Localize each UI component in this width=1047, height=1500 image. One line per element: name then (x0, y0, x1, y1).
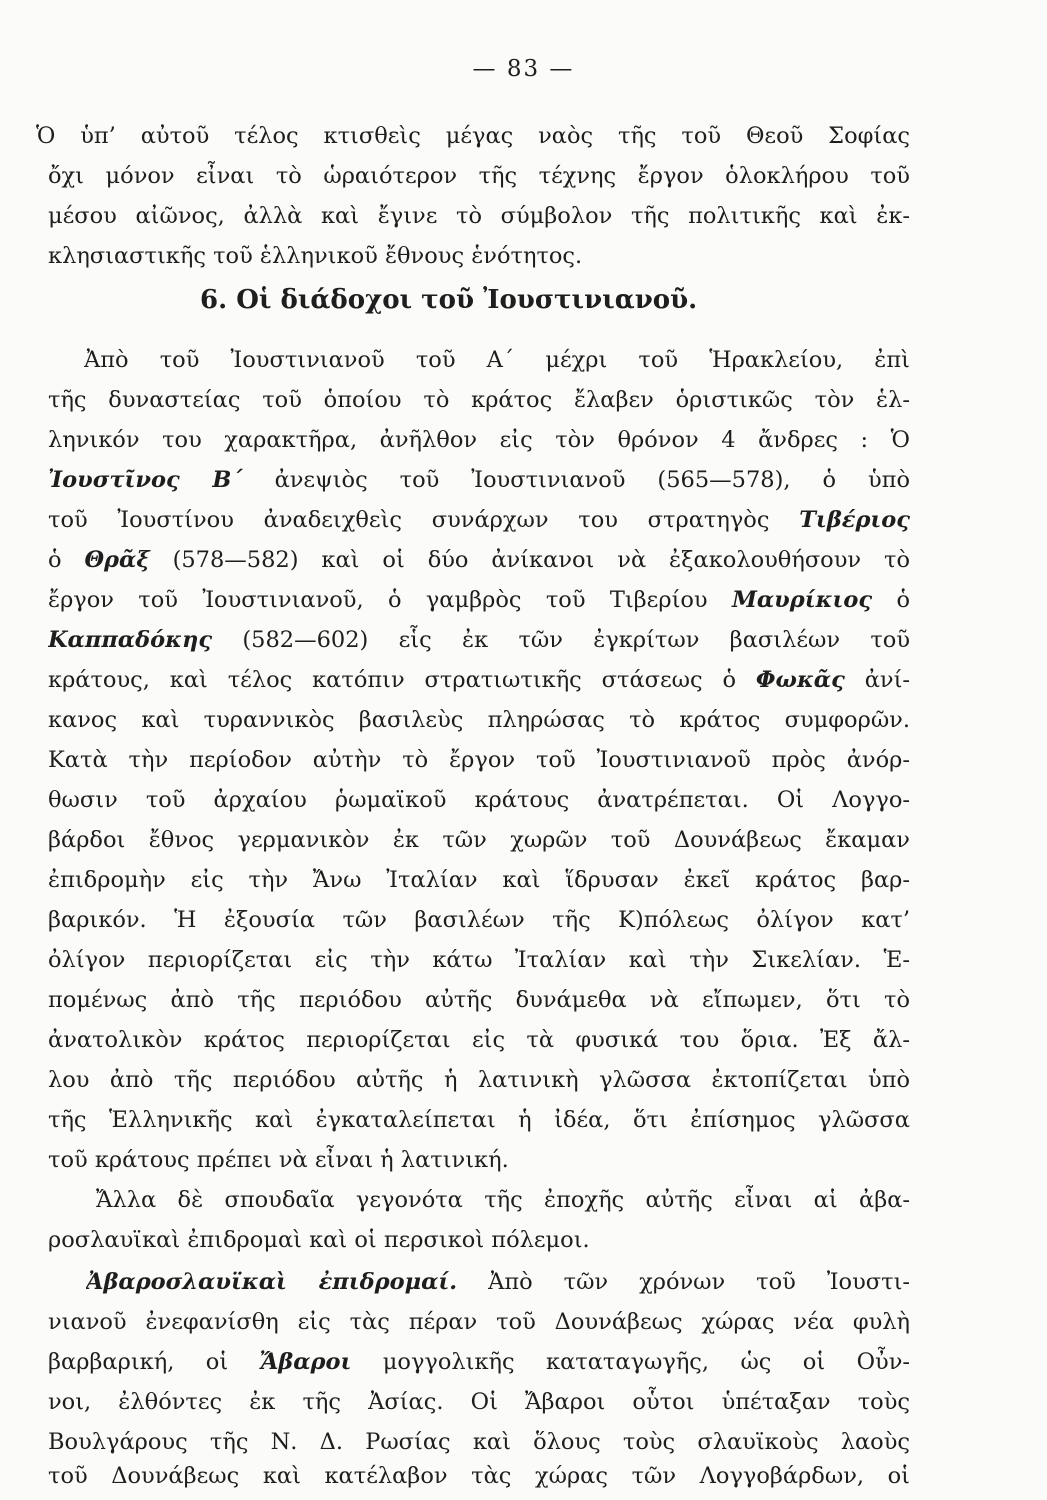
page-number: — 83 — (472, 56, 575, 82)
paragraph-4-line: νοι, ἐλθόντες ἐκ τῆς Ἀσίας. Οἱ Ἄβαροι οὗτοι ὑπέταξαν τοὺς (48, 1389, 910, 1415)
section-heading: 6. Οἱ διάδοχοι τοῦ Ἰουστινιανοῦ. (200, 285, 698, 315)
paragraph-2-line: τοῦ κράτους πρέπει νὰ εἶναι ἡ λατινική. (48, 1147, 509, 1173)
paragraph-2-line: θωσιν τοῦ ἀρχαίου ῥωμαϊκοῦ κράτους ἀνατρέπεται. Οἱ Λογγο- (48, 787, 910, 813)
paragraph-1-line: Ὁ ὑπ’ αὐτοῦ τέλος κτισθεὶς μέγας ναὸς τῆς τοῦ Θεοῦ Σοφίας (36, 123, 910, 149)
emphasized-name: Ἰουστῖνος Β΄ (48, 467, 243, 493)
paragraph-4-line: βαρβαρική, οἱ Ἄβαροι μογγολικῆς καταταγωγῆς, ὡς οἱ Οὖν- (48, 1349, 910, 1375)
paragraph-2-line: Καππαδόκης (582—602) εἷς ἐκ τῶν ἐγκρίτων βασιλέων τοῦ (48, 627, 910, 653)
paragraph-3-line: ροσλαυϊκαὶ ἐπιδρομαὶ καὶ οἱ περσικοὶ πόλεμοι. (48, 1227, 590, 1253)
paragraph-4-line: νιανοῦ ἐνεφανίσθη εἰς τὰς πέραν τοῦ Δουνάβεως χώρας νέα φυλὴ (48, 1309, 910, 1335)
paragraph-4-line: Βουλγάρους τῆς Ν. Δ. Ρωσίας καὶ ὅλους τοὺς σλαυϊκοὺς λαοὺς (48, 1429, 910, 1455)
paragraph-2-line: Ἀπὸ τοῦ Ἰουστινιανοῦ τοῦ Α΄ μέχρι τοῦ Ἡρακλείου, ἐπὶ (84, 347, 910, 373)
emphasized-name: Καππαδόκης (48, 627, 213, 653)
paragraph-2-line: πομένως ἀπὸ τῆς περιόδου αὐτῆς δυνάμεθα νὰ εἴπωμεν, ὅτι τὸ (48, 987, 910, 1013)
paragraph-2-line: κράτους, καὶ τέλος κατόπιν στρατιωτικῆς στάσεως ὁ Φωκᾶς ἀνί- (48, 667, 910, 693)
paragraph-2-line: Κατὰ τὴν περίοδον αὐτὴν τὸ ἔργον τοῦ Ἰουστινιανοῦ πρὸς ἀνόρ- (48, 747, 910, 773)
emphasized-name: Μαυρίκιος (731, 587, 873, 613)
paragraph-2-line: λου ἀπὸ τῆς περιόδου αὐτῆς ἡ λατινικὴ γλῶσσα ἐκτοπίζεται ὑπὸ (48, 1067, 910, 1093)
paragraph-2-line: βάρδοι ἔθνος γερμανικὸν ἐκ τῶν χωρῶν τοῦ Δουνάβεως ἔκαμαν (48, 827, 910, 853)
paragraph-2-line: τοῦ Ἰουστίνου ἀναδειχθεὶς συνάρχων του στρατηγὸς Τιβέριος (48, 507, 910, 533)
paragraph-2-line: τῆς δυναστείας τοῦ ὁποίου τὸ κράτος ἔλαβεν ὁριστικῶς τὸν ἑλ- (48, 387, 910, 413)
paragraph-2-line: ὀλίγον περιορίζεται εἰς τὴν κάτω Ἰταλίαν καὶ τὴν Σικελίαν. Ἑ- (48, 947, 910, 973)
paragraph-2-line: ἀνατολικὸν κράτος περιορίζεται εἰς τὰ φυσικά του ὅρια. Ἐξ ἄλ- (48, 1027, 910, 1053)
paragraph-1-line: μέσου αἰῶνος, ἀλλὰ καὶ ἔγινε τὸ σύμβολον τῆς πολιτικῆς καὶ ἐκ- (48, 203, 910, 229)
paragraph-1-line: κλησιαστικῆς τοῦ ἑλληνικοῦ ἔθνους ἑνότητος. (48, 243, 583, 269)
emphasized-name: Θρᾶξ (84, 547, 150, 573)
paragraph-2-line: τῆς Ἑλληνικῆς καὶ ἐγκαταλείπεται ἡ ἰδέα, ὅτι ἐπίσημος γλῶσσα (48, 1107, 910, 1133)
paragraph-2-line: ἔργον τοῦ Ἰουστινιανοῦ, ὁ γαμβρὸς τοῦ Τιβερίου Μαυρίκιος ὁ (48, 587, 910, 613)
emphasized-name: Τιβέριος (799, 507, 910, 533)
paragraph-4-line: Ἀβαροσλαυϊκαὶ ἐπιδρομαί. Ἀπὸ τῶν χρόνων τοῦ Ἰουστι- (86, 1269, 910, 1295)
paragraph-2-line: ληνικόν του χαρακτῆρα, ἀνῆλθον εἰς τὸν θρόνον 4 ἄνδρες : Ὁ (48, 427, 910, 453)
paragraph-2-line: ὁ Θρᾶξ (578—582) καὶ οἱ δύο ἀνίκανοι νὰ ἐξακολουθήσουν τὸ (48, 547, 910, 573)
paragraph-3-line: Ἄλλα δὲ σπουδαῖα γεγονότα τῆς ἐποχῆς αὐτῆς εἶναι αἱ ἀβα- (96, 1187, 910, 1213)
paragraph-1-line: ὄχι μόνον εἶναι τὸ ὡραιότερον τῆς τέχνης ἔργον ὁλοκλήρου τοῦ (48, 163, 910, 189)
paragraph-2-line: ἐπιδρομὴν εἰς τὴν Ἄνω Ἰταλίαν καὶ ἵδρυσαν ἐκεῖ κράτος βαρ- (48, 867, 910, 893)
paragraph-4-line: τοῦ Δουνάβεως καὶ κατέλαβον τὰς χώρας τῶν Λογγοβάρδων, οἱ (48, 1463, 910, 1489)
paragraph-2-line: κανος καὶ τυραννικὸς βασιλεὺς πληρώσας τὸ κράτος συμφορῶν. (48, 707, 910, 733)
paragraph-2-line: βαρικόν. Ἡ ἐξουσία τῶν βασιλέων τῆς Κ)πόλεως ὀλίγον κατ’ (48, 907, 910, 933)
paragraph-2-line: Ἰουστῖνος Β΄ ἀνεψιὸς τοῦ Ἰουστινιανοῦ (565—578), ὁ ὑπὸ (48, 467, 910, 493)
emphasized-name: Ἄβαροι (259, 1349, 352, 1375)
emphasized-name: Φωκᾶς (755, 667, 845, 693)
subsection-title: Ἀβαροσλαυϊκαὶ ἐπιδρομαί. (86, 1269, 458, 1295)
